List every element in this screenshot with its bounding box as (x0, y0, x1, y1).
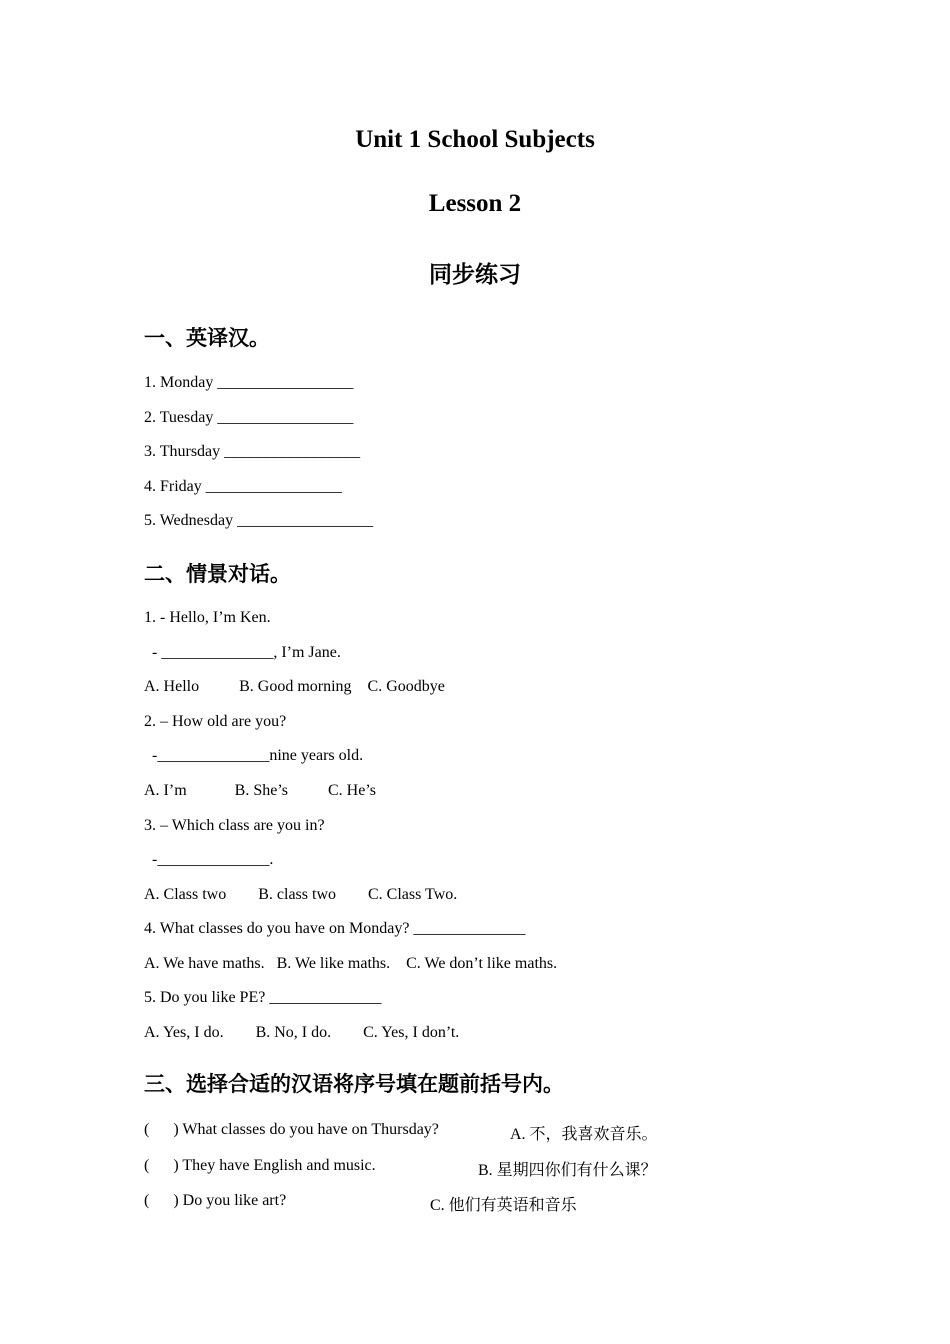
vocab-item-2: 2. Tuesday _________________ (144, 409, 354, 426)
options-line: A. Hello B. Good morning C. Goodbye (144, 678, 445, 695)
subtitle: 同步练习 (429, 262, 521, 288)
vocab-item-5: 5. Wednesday _________________ (144, 512, 374, 529)
match-question: ( ) They have English and music. (144, 1157, 376, 1174)
section-2-heading: 二、情景对话。 (144, 561, 291, 586)
vocab-item-3: 3. Thursday _________________ (144, 443, 361, 460)
options-line: A. We have maths. B. We like maths. C. We don’t like maths. (144, 955, 558, 972)
match-answer: C. 他们有英语和音乐 (430, 1197, 577, 1214)
options-line: A. Yes, I do. B. No, I do. C. Yes, I don’t. (144, 1024, 460, 1041)
match-question: ( ) What classes do you have on Thursday? (144, 1121, 439, 1138)
match-answer: A. 不，我喜欢音乐。 (510, 1126, 658, 1143)
dialogue-line: -______________. (144, 851, 274, 868)
match-question: ( ) Do you like art? (144, 1192, 287, 1209)
vocab-item-4: 4. Friday _________________ (144, 478, 342, 495)
dialogue-line: 4. What classes do you have on Monday? ______________ (144, 920, 526, 937)
options-line: A. Class two B. class two C. Class Two. (144, 886, 458, 903)
dialogue-line: 1. - Hello, I’m Ken. (144, 609, 271, 626)
section-1-heading: 一、英译汉。 (144, 325, 270, 350)
dialogue-line: 5. Do you like PE? ______________ (144, 989, 382, 1006)
vocab-item-1: 1. Monday _________________ (144, 374, 354, 391)
dialogue-line: - ______________, I’m Jane. (144, 644, 341, 661)
dialogue-line: 3. – Which class are you in? (144, 817, 325, 834)
section-3-heading: 三、选择合适的汉语将序号填在题前括号内。 (144, 1071, 564, 1096)
dialogue-line: -______________nine years old. (144, 747, 364, 764)
options-line: A. I’m B. She’s C. He’s (144, 782, 376, 799)
match-answer: B. 星期四你们有什么课？ (478, 1162, 657, 1179)
lesson-title: Lesson 2 (428, 190, 522, 217)
page-title: Unit 1 School Subjects (355, 126, 595, 153)
dialogue-line: 2. – How old are you? (144, 713, 287, 730)
